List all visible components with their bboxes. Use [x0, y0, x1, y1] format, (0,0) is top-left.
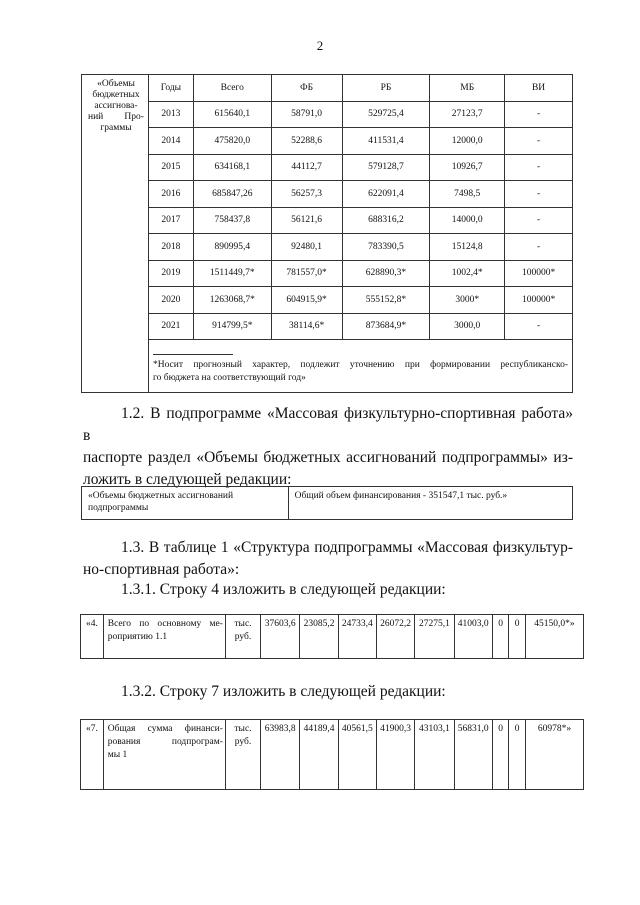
subprogram-value-cell: Общий объем финансирования - 351547,1 тыс. руб.» [288, 487, 572, 520]
row-4-table [80, 614, 584, 659]
rb-cell: 579128,7 [342, 154, 430, 181]
label-line: граммы [100, 123, 132, 133]
footnote-line: *Носит прогнозный характер, подлежит уточнению при формировании республиканско- [152, 360, 568, 370]
value-cell: 44189,4 [300, 720, 338, 790]
value-cell: 27275,1 [415, 615, 454, 659]
mb-cell: 1002,4* [430, 260, 505, 287]
unit-cell: тыс. руб. [225, 720, 260, 790]
total-cell: 634168,1 [193, 154, 271, 181]
rb-cell: 411531,4 [342, 128, 430, 155]
label-line: бюджетных [92, 90, 140, 100]
mb-cell: 3000* [430, 287, 505, 314]
value-cell: 0 [492, 615, 509, 659]
value-cell: 41900,3 [376, 720, 414, 790]
fb-cell: 58791,0 [271, 101, 342, 128]
rb-cell: 783390,5 [342, 234, 430, 261]
row-7-table [80, 719, 584, 790]
value-cell: 26072,2 [376, 615, 414, 659]
total-cell: 615640,1 [193, 101, 271, 128]
total-cell: 1263068,7* [193, 287, 271, 314]
rb-cell: 622091,4 [342, 181, 430, 208]
rb-cell: 529725,4 [342, 101, 430, 128]
table-row [82, 207, 573, 234]
paragraph-1-2 [83, 403, 573, 491]
footnote-divider [153, 354, 233, 355]
paragraph-line: паспорте раздел «Объемы бюджетных ассигнований подпрограммы» из- [83, 449, 573, 466]
vi-cell: 100000* [505, 287, 573, 314]
page-number: 2 [316, 38, 324, 53]
fb-cell: 781557,0* [271, 260, 342, 287]
program-label-cell [82, 75, 149, 393]
fb-cell: 56257,3 [271, 181, 342, 208]
mb-cell: 14000,0 [430, 207, 505, 234]
total-cell: 1511449,7* [193, 260, 271, 287]
fb-cell: 56121,6 [271, 207, 342, 234]
subprogram-label-cell [82, 487, 289, 520]
header-years: Годы [148, 75, 193, 102]
value-cell: 0 [509, 720, 526, 790]
fb-cell: 44112,7 [271, 154, 342, 181]
rb-cell: 688316,2 [342, 207, 430, 234]
value-cell: 40561,5 [338, 720, 376, 790]
paragraph-1-3-1: 1.3.1. Строку 4 изложить в следующей редакции: [121, 581, 446, 598]
paragraph-line: 1.2. В подпрограмме «Массовая физкультурно-спортивная работа» в [83, 405, 573, 444]
table-row [82, 181, 573, 208]
mb-cell: 10926,7 [430, 154, 505, 181]
label-line: ассигнова- [94, 101, 138, 111]
header-fb: ФБ [271, 75, 342, 102]
table-row [82, 313, 573, 340]
total-cell: 685847,26 [193, 181, 271, 208]
rb-cell: 873684,9* [342, 313, 430, 340]
fb-cell: 92480,1 [271, 234, 342, 261]
table-row [82, 234, 573, 261]
total-cell: 475820,0 [193, 128, 271, 155]
value-cell: 56831,0 [454, 720, 492, 790]
value-cell: 0 [492, 720, 509, 790]
rb-cell: 555152,8* [342, 287, 430, 314]
value-cell: 37603,6 [261, 615, 300, 659]
year-cell: 2014 [148, 128, 193, 155]
value-cell: 45150,0*» [525, 615, 583, 659]
subprogram-budget-table [81, 486, 573, 520]
label-line: «Объемы бюджетных ассигнований [88, 491, 234, 501]
label-line-justified: ний Про- [88, 112, 144, 122]
year-cell: 2021 [148, 313, 193, 340]
paragraph-1-3 [83, 537, 573, 581]
mb-cell: 15124,8 [430, 234, 505, 261]
year-cell: 2015 [148, 154, 193, 181]
year-cell: 2018 [148, 234, 193, 261]
value-cell: 23085,2 [300, 615, 338, 659]
header-mb: МБ [430, 75, 505, 102]
vi-cell: - [505, 154, 573, 181]
header-vi: ВИ [505, 75, 573, 102]
vi-cell: - [505, 101, 573, 128]
mb-cell: 12000,0 [430, 128, 505, 155]
header-total: Всего [193, 75, 271, 102]
year-cell: 2020 [148, 287, 193, 314]
year-cell: 2016 [148, 181, 193, 208]
paragraph-line: но-спортивная работа»: [83, 561, 240, 578]
fb-cell: 604915,9* [271, 287, 342, 314]
table-row [81, 615, 584, 659]
label-line: «Объемы [97, 79, 135, 89]
row-number-cell: «4. [81, 615, 104, 659]
footnote-cell [148, 340, 572, 393]
vi-cell: - [505, 234, 573, 261]
value-cell: 63983,8 [261, 720, 300, 790]
value-cell: 24733,4 [338, 615, 376, 659]
total-cell: 914799,5* [193, 313, 271, 340]
table-row [82, 287, 573, 314]
row-description-cell: Всего по основному ме- роприятию 1.1 [103, 615, 225, 659]
paragraph-line: 1.3. В таблице 1 «Структура подпрограммы «Массовая физкультур- [121, 539, 573, 556]
budget-allocation-table [81, 74, 573, 393]
table-row [82, 128, 573, 155]
value-cell: 0 [509, 615, 526, 659]
table-row [81, 720, 584, 790]
mb-cell: 27123,7 [430, 101, 505, 128]
fb-cell: 52288,6 [271, 128, 342, 155]
mb-cell: 7498,5 [430, 181, 505, 208]
table-row [82, 154, 573, 181]
total-cell: 758437,8 [193, 207, 271, 234]
mb-cell: 3000,0 [430, 313, 505, 340]
paragraph-1-3-2: 1.3.2. Строку 7 изложить в следующей редакции: [121, 683, 446, 700]
row-number-cell: «7. [81, 720, 104, 790]
table-row [82, 260, 573, 287]
year-cell: 2017 [148, 207, 193, 234]
value-cell: 41003,0 [454, 615, 492, 659]
year-cell: 2019 [148, 260, 193, 287]
table-row [82, 101, 573, 128]
header-rb: РБ [342, 75, 430, 102]
vi-cell: - [505, 181, 573, 208]
label-line: подпрограммы [88, 503, 149, 513]
row-description-cell: Общая сумма финанси- рования подпрограм- мы 1 [103, 720, 225, 790]
value-cell: 60978*» [525, 720, 583, 790]
vi-cell: - [505, 313, 573, 340]
unit-cell: тыс. руб. [225, 615, 260, 659]
year-cell: 2013 [148, 101, 193, 128]
vi-cell: - [505, 207, 573, 234]
footnote-line: го бюджета на соответствующий год» [152, 373, 306, 383]
total-cell: 890995,4 [193, 234, 271, 261]
value-cell: 43103,1 [415, 720, 454, 790]
fb-cell: 38114,6* [271, 313, 342, 340]
vi-cell: 100000* [505, 260, 573, 287]
vi-cell: - [505, 128, 573, 155]
rb-cell: 628890,3* [342, 260, 430, 287]
paragraph-line: ложить в следующей редакции: [83, 471, 292, 488]
